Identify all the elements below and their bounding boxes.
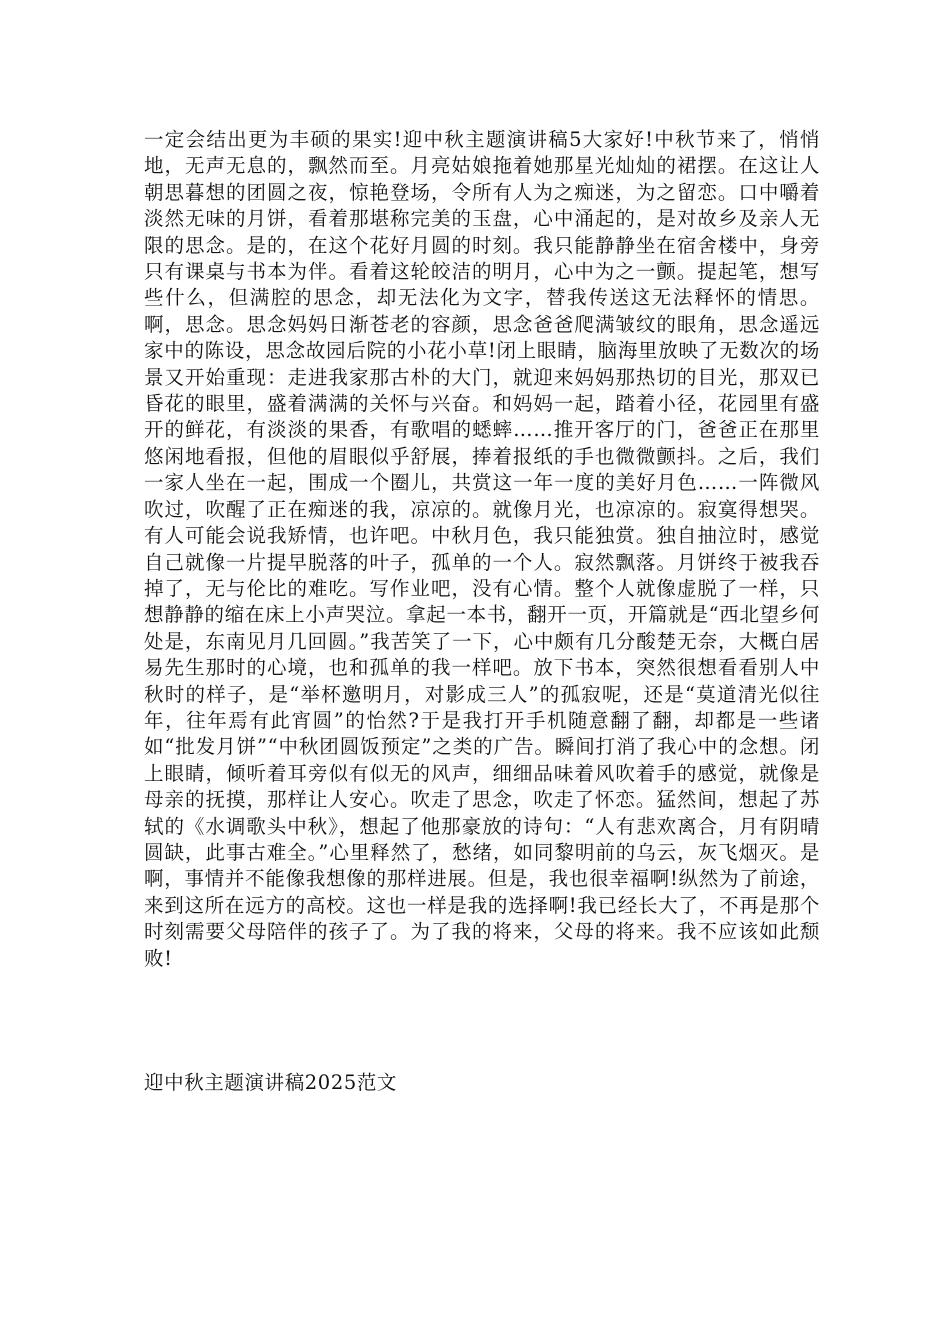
next-section-title: 迎中秋主题演讲稿2025范文 — [144, 1071, 398, 1094]
speech-body-paragraph: 一定会结出更为丰硕的果实!迎中秋主题演讲稿5大家好!中秋节来了，悄悄地，无声无息的，飘然而至。月亮姑娘拖着她那星光灿灿的裙摆。在这让人朝思暮想的团圆之夜，惊艳登场，令所有人为之痴迷，为之留恋。口中嚼着淡然无味的月饼，看着那堪称完美的玉盘，心中涌起的，是对故乡及亲人无限的思念。是的，在这个花好月圆的时刻。我只能静静坐在宿舍楼中，身旁只有课桌与书本为伴。看着这轮皎洁的明月，心中为之一颤。提起笔，想写些什么，但满腔的思念，却无法化为文字，替我传送这无法释怀的情思。啊，思念。思念妈妈日渐苍老的容颜，思念爸爸爬满皱纹的眼角，思念遥远家中的陈设，思念故园后院的小花小草!闭上眼睛，脑海里放映了无数次的场景又开始重现：走进我家那古朴的大门，就迎来妈妈那热切的目光，那双已昏花的眼里，盛着满满的关怀与兴奋。和妈妈一起，踏着小径，花园里有盛开的鲜花，有淡淡的果香，有歌唱的蟋蟀……推开客厅的门，爸爸正在那里悠闲地看报，但他的眉眼似乎舒展，捧着报纸的手也微微颤抖。之后，我们一家人坐在一起，围成一个圈儿，共赏这一年一度的美好月色……一阵微风吹过，吹醒了正在痴迷的我，凉凉的。就像月光，也凉凉的。寂寞得想哭。有人可能会说我矫情，也许吧。中秋月色，我只能独赏。独自抽泣时，感觉自己就像一片提早脱落的叶子，孤单的一个人。寂然飘落。月饼终于被我吞掉了，无与伦比的难吃。写作业吧，没有心情。整个人就像虚脱了一样，只想静静的缩在床上小声哭泣。拿起一本书，翻开一页，开篇就是“西北望乡何处是，东南见月几回圆。”我苦笑了一下，心中颇有几分酸楚无奈，大概白居易先生那时的心境，也和孤单的我一样吧。放下书本，突然很想看看别人中秋时的样子，是“举杯邀明月，对影成三人”的孤寂呢，还是“莫道清光似往年，往年焉有此宵圆”的怡然?于是我打开手机随意翻了翻，却都是一些诸如“批发月饼”“中秋团圆饭预定”之类的广告。瞬间打消了我心中的念想。闭上眼睛，倾听着耳旁似有似无的风声，细细品味着风吹着手的感觉，就像是母亲的抚摸，那样让人安心。吹走了思念，吹走了怀恋。猛然间，想起了苏轼的《水调歌头中秋》，想起了他那豪放的诗句：“人有悲欢离合，月有阴晴圆缺，此事古难全。”心里释然了，愁绪，如同黎明前的乌云，灰飞烟灭。是啊，事情并不能像我想像的那样进展。但是，我也很幸福啊!纵然为了前途，来到这所在远方的高校。这也一样是我的选择啊!我已经长大了，不再是那个时刻需要父母陪伴的孩子了。为了我的将来，父母的将来。我不应该如此颓败! — [144, 128, 820, 970]
